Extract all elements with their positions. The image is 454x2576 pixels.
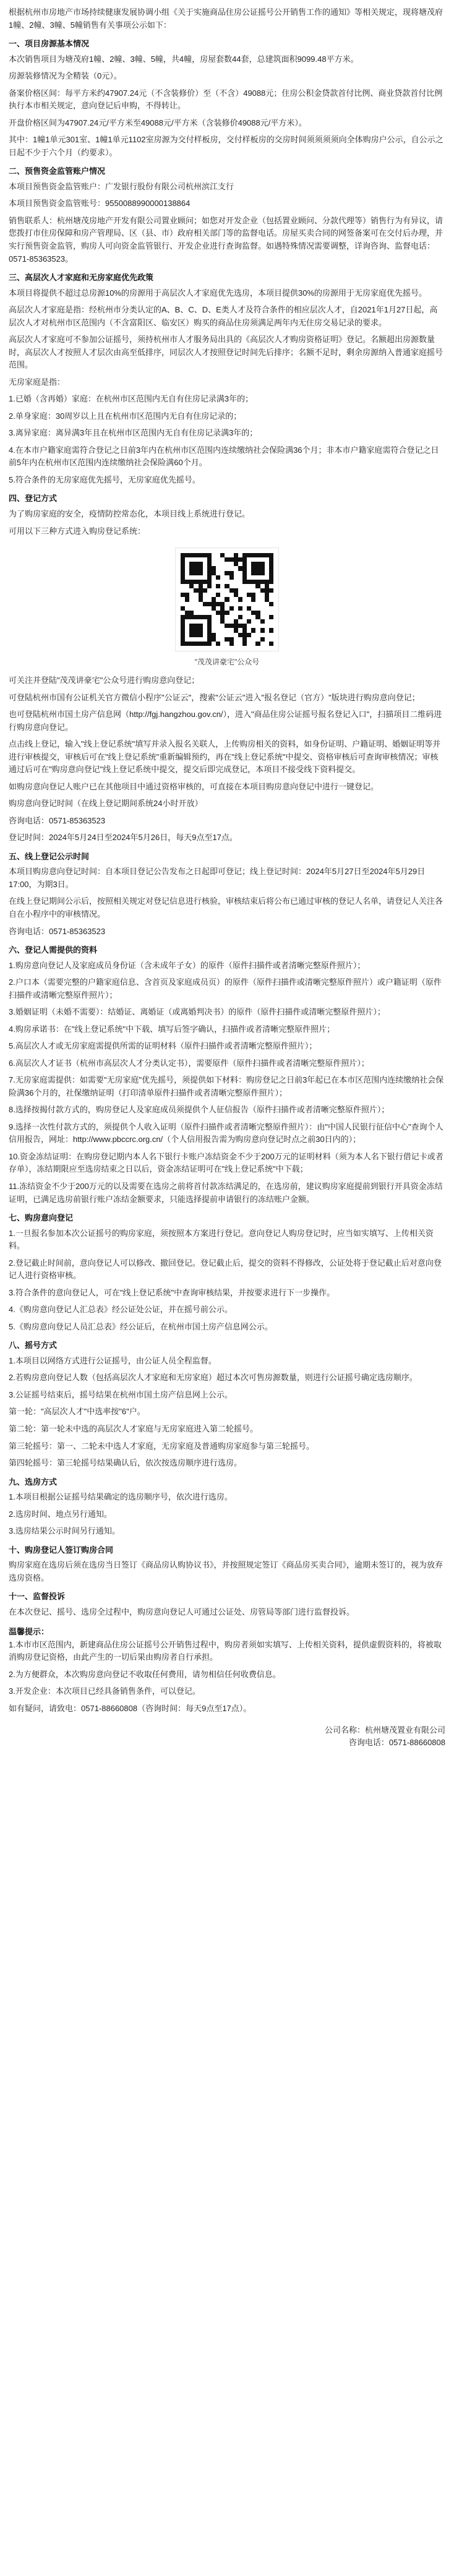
section3-p8: 4.在本市户籍家庭需符合登记之日前3年内在杭州市区范围内连续缴纳社会保险满36个月；非本市户籍家庭需符合登记之日前5年内在杭州市区范围内连续缴纳社会保险满60个月。: [9, 445, 439, 468]
section3-p3: 高层次人才家庭可不参加公证摇号，须持杭州市人才服务局出具的《高层次人才购房资格证明》登记。名额超出房源数量时，高层次人才按照人才层次由高至低排序，同层次人才按照登记时间先后排序；名额不足时，剩余房源纳入普通家庭摇号范围。: [9, 335, 443, 370]
section7-p3: 3.符合条件的意向登记人，可在"线上登记系统"中查询审核结果，并按要求进行下一步操作。: [9, 1287, 335, 1297]
section5-p3: 咨询电话：0571-85363523: [9, 926, 106, 936]
section3-p2: 高层次人才家庭是指：经杭州市分类认定的A、B、C、D、E类人才及符合条件的相应层次人才，自2021年1月27日起，高层次人才对杭州市区范围内（不含富阳区、临安区）购买的商品住房须满足两年内无住房交易记录的要求。: [9, 305, 438, 327]
section-title-1: 一、项目房源基本情况: [9, 39, 90, 49]
section8-p5: 第二轮：第一轮未中选的高层次人才家庭与无房家庭进入第二轮摇号。: [9, 1423, 259, 1433]
section1-p5: 其中：1幢1单元301室、1幢1单元1102室房源为交付样板房，交付样板房的交房时间须须须须向全体购房户公示，自公示之日起不少于六个月（约要求）。: [9, 135, 443, 157]
section10-p1: 购房家庭在选房后须在选房当日签订《商品房认购协议书》，并按照规定签订《商品房买卖合同》，逾期未签订的，视为放弃选房资格。: [9, 1560, 443, 1582]
section-title-3: 三、高层次人才家庭和无房家庭优先政策: [9, 273, 154, 283]
section9-p3: 3.选房结果公示时间另行通知。: [9, 1526, 120, 1536]
section2-p3: 销售联系人：杭州塘茂房地产开发有限公司置业顾问；如您对开发企业（包括置业顾问、分款代理等）销售行为有异议，请您拨打市住房保障和房产管理局、区（县、市）政府相关部门等的监督电话。房屋买卖合同的网签备案可在交付后办理，并实行预售资金监管，购房人可向资金监管银行、开发企业进行查询监督。如遇特殊情况需要调整，详询咨询、监督电话：0571-85363523。: [9, 215, 443, 264]
section-title-10: 十、购房登记人签订购房合同: [9, 1545, 114, 1555]
section3-p1: 本项目将提供不超过总房源10%的房源用于高层次人才家庭优先选房，本项目提供30%的房源用于无房家庭优先摇号。: [9, 288, 427, 298]
login-phone: 咨询电话：0571-85363523: [9, 815, 106, 825]
section3-p5: 1.已婚（含再婚）家庭：在杭州市区范围内无自有住房记录满3年的；: [9, 394, 254, 404]
section4-p1: 为了购房家庭的安全，疫情防控常态化，本项目线上系统进行登记。: [9, 509, 251, 518]
qr-caption: "茂茂讲豪宅"公众号: [194, 658, 260, 667]
section7-p4: 4.《购房意向登记人汇总表》经公证处公证，并在摇号前公示。: [9, 1305, 233, 1315]
section6-item-2: 2.户口本（需要完整的户籍家庭信息、含首页及家庭成员页）的原件（原件扫描件或清晰完整原件照片）或户籍证明（原件扫描件或清晰完整原件照片）；: [9, 977, 442, 1000]
section6-item-1: 1.购房意向登记人及家庭成员身份证（含未成年子女）的原件（原件扫描件或者清晰完整原件照片）；: [9, 960, 366, 970]
section1-p1: 本次销售项目为塘茂府1幢、2幢、3幢、5幢，共4幢，房屋套数44套，总建筑面积9099.48平方米。: [9, 54, 359, 64]
section6-item-8: 8.选择按揭付款方式的，购房登记人及家庭成员须提供个人征信报告（原件扫描件或者清晰完整原件照片）；: [9, 1105, 390, 1115]
login-p5: 如购房意向登记人账户已在其他项目中通过资格审核的，可直接在本项目购房意向登记中进行一键登记。: [9, 781, 379, 791]
login-p2: 可登陆杭州市国有公证机关官方微信小程序"公证云"，搜索"公证云"进入"报名登记（官方）"版块进行购房意向登记；: [9, 692, 420, 702]
login-p6: 购房意向登记时间（在线上登记期间系统24小时开放）: [9, 799, 203, 809]
section8-p2: 2.若购房意向登记人数（包括高层次人才家庭和无房家庭）超过本次可售房源数量，则进行公证摇号确定选房顺序。: [9, 1373, 418, 1383]
section2-p1: 本项目预售资金监管账户：广发银行股份有限公司杭州滨江支行: [9, 181, 234, 191]
section8-p1: 1.本项目以网络方式进行公证摇号，由公证人员全程监督。: [9, 1355, 216, 1365]
section9-p2: 2.选房时间、地点另行通知。: [9, 1509, 112, 1519]
section-title-2: 二、预售资金监管账户情况: [9, 166, 106, 176]
section4-p2: 可用以下三种方式进入购房登记系统：: [9, 526, 146, 536]
warm-tip-4: 如有疑问，请致电：0571-88660808（咨询时间：每天9点至17点）。: [9, 1704, 252, 1714]
company-name: 公司名称：杭州塘茂置业有限公司: [324, 1725, 445, 1735]
section3-p6: 2.单身家庭：30周岁以上且在杭州市区范围内无自有住房记录的；: [9, 411, 242, 421]
warm-tip-1: 1.本市市区范围内，新建商品住房公证摇号公开销售过程中，购房者须如实填写、上传相关资料，提供虚假资料的，将被取消购房登记资格，由此产生的一切后果由购房者自行承担。: [9, 1639, 442, 1662]
section-title-8: 八、摇号方式: [9, 1341, 58, 1350]
warm-tip-2: 2.为方便群众，本次购房意向登记不收取任何费用，请勿相信任何收费信息。: [9, 1669, 281, 1679]
section6-item-5: 5.高层次人才或无房家庭需提供所需的证明材料（原件扫描件或者清晰完整原件照片）；: [9, 1041, 317, 1051]
section7-p5: 5.《购房意向登记人员汇总表》经公证后，在杭州市国土房产信息网公示。: [9, 1321, 273, 1331]
section6-item-6: 6.高层次人才证书（杭州市高层次人才分类认定书），需要原件（原件扫描件或者清晰完整原件照片）；: [9, 1058, 369, 1068]
section9-p1: 1.本项目根据公证摇号结果确定的选房顺序号，依次进行选房。: [9, 1492, 233, 1502]
section1-p2: 房源装修情况为全精装（0元）。: [9, 71, 122, 81]
login-p1: 可关注并登陆"茂茂讲豪宅"公众号进行购房意向登记；: [9, 676, 200, 685]
intro-text: 根据杭州市房地产市场持续健康发展协调小组《关于实施商品住房公证摇号公开销售工作的通知》等相关规定，现将塘茂府1幢、2幢、3幢、5幢销售有关事项公示如下：: [9, 7, 443, 30]
login-time: 登记时间：2024年5月24日至2024年5月26日，每天9点至17点。: [9, 833, 238, 843]
section6-item-4: 4.购房承诺书：在"线上登记系统"中下载、填写后签字确认，扫描件或者清晰完整原件照片；: [9, 1024, 335, 1034]
section8-p7: 第四轮摇号：第三轮摇号结果确认后，依次按选房顺序进行选房。: [9, 1458, 242, 1468]
section5-p1: 本项目购房意向登记时间：自本项目登记公告发布之日起即可登记；线上登记时间：2024年5月27日至2024年5月29日17:00，为期3日。: [9, 867, 426, 889]
section8-p6: 第三轮摇号：第一、二轮未中选人才家庭，无房家庭及普通购房家庭参与第三轮摇号。: [9, 1441, 315, 1451]
section7-p2: 2.登记截止时间前，意向登记人可以修改、撤回登记。登记截止后，提交的资料不得修改，公证处将于登记截止后对意向登记人进行资格审核。: [9, 1258, 442, 1281]
section7-p1: 1.一旦报名参加本次公证摇号的购房家庭，须按照本方案进行登记。意向登记人购房登记时，应当如实填写、上传相关资料。: [9, 1228, 434, 1251]
section6-item-10: 10.资金冻结证明：在购房登记期内本人名下银行卡账户冻结资金不少于200万元的证明材料（须为本人名下银行借记卡或者存单），冻结期限应至选房结束之日以后，资金冻结证明可在"线上登记系统"中下载；: [9, 1151, 443, 1174]
section-title-9: 九、选房方式: [9, 1477, 58, 1487]
section3-p9: 5.符合条件的无房家庭优先摇号，无房家庭优先摇号。: [9, 474, 200, 484]
section6-item-7: 7.无房家庭需提供：如需要"无房家庭"优先摇号，须提供如下材料：购房登记之日前3年起已在本市区范围内连续缴纳社会保险满36个月的，社保缴纳证明（打印清单原件扫描件或者清晰完整原件照片）；: [9, 1075, 444, 1097]
section-title-6: 六、登记人需提供的资料: [9, 945, 98, 955]
section2-p2: 本项目预售资金监管账号：9550088990000138864: [9, 199, 191, 208]
login-p3: 也可登陆杭州市国土房产信息网（http://fgj.hangzhou.gov.cn/），进入"商品住房公证摇号报名登记入口"，扫描项目二维码进行购房意向登记。: [9, 710, 442, 732]
section8-p3: 3.公证摇号结束后，摇号结果在杭州市国土房产信息网上公示。: [9, 1389, 233, 1399]
warm-tip-3: 3.开发企业：本次项目已经具备销售条件，可以登记。: [9, 1686, 200, 1696]
login-p4: 点击线上登记，输入"线上登记系统"填写并录入报名关联人，上传购房相关的资料，如身份证明、户籍证明、婚姻证明等并进行审核提交，审核后可在"线上登记系统"重新编辑预约，再在"线上登记系统"中提交、资格审核后可查询审核情况；审核通过后可在"购房意向登记"线上登记系统中提交，提交后即完成登记，本项目不接受线下资料提交。: [9, 739, 441, 775]
company-phone: 咨询电话：0571-88660808: [348, 1738, 445, 1748]
section3-p4: 无房家庭是指：: [9, 377, 66, 387]
qr-block: [9, 547, 445, 668]
section-title-7: 七、购房意向登记: [9, 1213, 74, 1223]
section3-p7: 3.离异家庭：离异满3年且在杭州市区范围内无自有住房记录满3年的；: [9, 428, 258, 438]
section-title-5: 五、线上登记公示时间: [9, 851, 90, 861]
section-title-11: 十一、监督投诉: [9, 1592, 66, 1602]
section5-p2: 在线上登记期间公示后，按照相关规定对登记信息进行核验，审核结束后将公布已通过审核的登记人名单，请登记人关注各自在小程序中的审核情况。: [9, 896, 443, 919]
warm-tip-title: 温馨提示：: [9, 1627, 49, 1637]
section6-item-3: 3.婚姻证明（未婚不需要）：结婚证、离婚证（或离婚判决书）的原件（原件扫描件或清晰完整原件照片）；: [9, 1007, 385, 1017]
section11-p1: 在本次登记、摇号、选房全过程中，购房意向登记人可通过公证处、房管局等部门进行监督投诉。: [9, 1607, 355, 1616]
qr-code-icon[interactable]: [175, 547, 279, 651]
section1-p4: 开盘价格区间为47907.24元/平方米至49088元/平方米（含装修价49088元/平方米）。: [9, 118, 307, 127]
section-title-4: 四、登记方式: [9, 494, 58, 504]
section6-item-11: 11.冻结资金不少于200万元的以及需要在选房之前将首付款冻结满足的，在选房前，建议购房家庭提前到银行开具资金冻结证明，已满足选房前银行账户冻结金额要求，只能选择提前申请银行的冻结账户金额。: [9, 1182, 443, 1204]
section6-item-9: 9.选择一次性付款方式的，须提供个人收入证明（原件扫描件或者清晰完整原件照片）：由"中国人民银行征信中心"查询个人信用报告，网址：http://www.pbccrc.org.cn/（个人信用报告需为购房意向登记时点之前30日内的）；: [9, 1122, 443, 1144]
section8-p4: 第一轮："高层次人才"中选率按"6"户。: [9, 1407, 145, 1417]
section1-p3: 备案价格区间：每平方米约47907.24元（不含装修价）至（不含）49088元；住房公积金贷款首付比例、商业贷款首付比例执行本市相关规定，意向登记后申购，不得转让。: [9, 88, 443, 111]
footer: [9, 1724, 445, 1750]
